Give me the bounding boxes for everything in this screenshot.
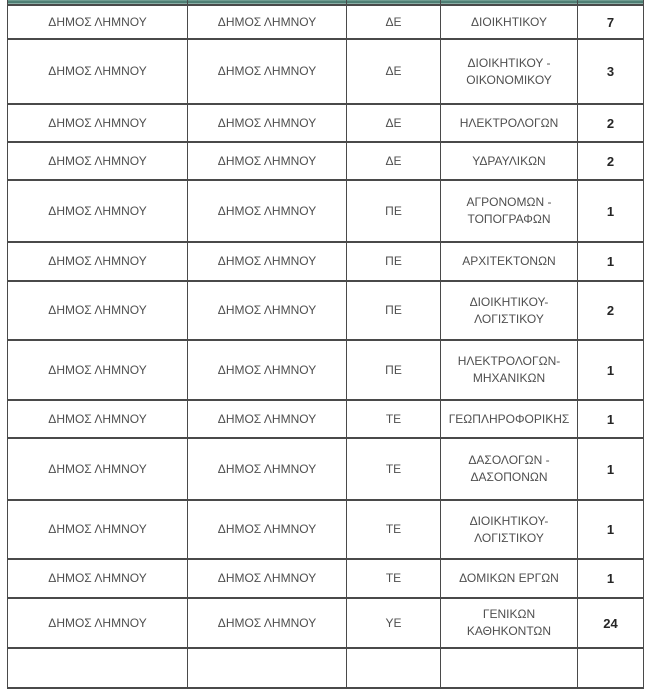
cell-organization: ΔΗΜΟΣ ΛΗΜΝΟΥ — [8, 281, 188, 340]
table-row — [8, 598, 644, 648]
table-row — [8, 340, 644, 400]
table-row — [8, 39, 644, 104]
cell-count: 1 — [578, 180, 644, 242]
cell-unit: ΔΗΜΟΣ ΛΗΜΝΟΥ — [188, 39, 347, 104]
cell-category: ΔΕ — [347, 104, 441, 142]
cell-organization: ΔΗΜΟΣ ΛΗΜΝΟΥ — [8, 180, 188, 242]
cell-count: 1 — [578, 438, 644, 500]
cell-organization: ΔΗΜΟΣ ΛΗΜΝΟΥ — [8, 5, 188, 39]
staffing-table — [7, 0, 644, 689]
cell-specialty: ΗΛΕΚΤΡΟΛΟΓΩΝ — [441, 104, 578, 142]
cell-count: 3 — [578, 39, 644, 104]
cell-specialty: ΔΙΟΙΚΗΤΙΚΟΥ- ΛΟΓΙΣΤΙΚΟΥ — [441, 281, 578, 340]
cell-unit: ΔΗΜΟΣ ΛΗΜΝΟΥ — [188, 5, 347, 39]
cell-count: 1 — [578, 340, 644, 400]
cell-unit: ΔΗΜΟΣ ΛΗΜΝΟΥ — [188, 104, 347, 142]
cell-category: ΥΕ — [347, 598, 441, 648]
cell-specialty: ΔΙΟΙΚΗΤΙΚΟΥ — [441, 5, 578, 39]
cell-specialty: ΔΑΣΟΛΟΓΩΝ - ΔΑΣΟΠΟΝΩΝ — [441, 438, 578, 500]
cell-category: ΤΕ — [347, 559, 441, 598]
cell-category — [347, 648, 441, 688]
cell-category: ΠΕ — [347, 242, 441, 281]
cell-count: 7 — [578, 5, 644, 39]
cell-unit: ΔΗΜΟΣ ΛΗΜΝΟΥ — [188, 598, 347, 648]
cell-specialty: ΔΙΟΙΚΗΤΙΚΟΥ - ΟΙΚΟΝΟΜΙΚΟΥ — [441, 39, 578, 104]
cell-category: ΤΕ — [347, 438, 441, 500]
table-row — [8, 438, 644, 500]
table-body — [8, 0, 644, 688]
table-row — [8, 142, 644, 180]
cell-organization: ΔΗΜΟΣ ΛΗΜΝΟΥ — [8, 340, 188, 400]
cell-category: ΤΕ — [347, 500, 441, 559]
cell-organization: ΔΗΜΟΣ ΛΗΜΝΟΥ — [8, 104, 188, 142]
cell-unit — [188, 648, 347, 688]
cell-organization: ΔΗΜΟΣ ΛΗΜΝΟΥ — [8, 500, 188, 559]
cell-count: 24 — [578, 598, 644, 648]
cell-specialty: ΓΕΝΙΚΩΝ ΚΑΘΗΚΟΝΤΩΝ — [441, 598, 578, 648]
cell-specialty: ΓΕΩΠΛΗΡΟΦΟΡΙΚΗΣ — [441, 400, 578, 438]
table-row — [8, 104, 644, 142]
cell-organization — [8, 648, 188, 688]
cell-unit: ΔΗΜΟΣ ΛΗΜΝΟΥ — [188, 180, 347, 242]
cell-unit: ΔΗΜΟΣ ΛΗΜΝΟΥ — [188, 400, 347, 438]
cell-specialty: ΥΔΡΑΥΛΙΚΩΝ — [441, 142, 578, 180]
cell-unit: ΔΗΜΟΣ ΛΗΜΝΟΥ — [188, 142, 347, 180]
cell-organization: ΔΗΜΟΣ ΛΗΜΝΟΥ — [8, 142, 188, 180]
table-row — [8, 242, 644, 281]
cell-organization: ΔΗΜΟΣ ΛΗΜΝΟΥ — [8, 400, 188, 438]
cell-count: 1 — [578, 242, 644, 281]
cell-category: ΠΕ — [347, 281, 441, 340]
cell-specialty: ΗΛΕΚΤΡΟΛΟΓΩΝ- ΜΗΧΑΝΙΚΩΝ — [441, 340, 578, 400]
cell-organization: ΔΗΜΟΣ ΛΗΜΝΟΥ — [8, 242, 188, 281]
cell-unit: ΔΗΜΟΣ ΛΗΜΝΟΥ — [188, 340, 347, 400]
cell-count: 1 — [578, 400, 644, 438]
cell-count: 2 — [578, 104, 644, 142]
cell-unit: ΔΗΜΟΣ ΛΗΜΝΟΥ — [188, 281, 347, 340]
cell-specialty: ΑΡΧΙΤΕΚΤΟΝΩΝ — [441, 242, 578, 281]
cell-category: ΠΕ — [347, 340, 441, 400]
cell-unit: ΔΗΜΟΣ ΛΗΜΝΟΥ — [188, 500, 347, 559]
cell-count: 2 — [578, 281, 644, 340]
cell-specialty: ΔΟΜΙΚΩΝ ΕΡΓΩΝ — [441, 559, 578, 598]
cell-count: 1 — [578, 500, 644, 559]
cell-organization: ΔΗΜΟΣ ΛΗΜΝΟΥ — [8, 39, 188, 104]
table-row — [8, 400, 644, 438]
cell-unit: ΔΗΜΟΣ ΛΗΜΝΟΥ — [188, 438, 347, 500]
table-row — [8, 5, 644, 39]
cell-organization: ΔΗΜΟΣ ΛΗΜΝΟΥ — [8, 559, 188, 598]
cell-category: ΔΕ — [347, 142, 441, 180]
cell-category: ΤΕ — [347, 400, 441, 438]
table-row — [8, 559, 644, 598]
cell-category: ΠΕ — [347, 180, 441, 242]
cell-unit: ΔΗΜΟΣ ΛΗΜΝΟΥ — [188, 559, 347, 598]
cell-category: ΔΕ — [347, 5, 441, 39]
table-row — [8, 281, 644, 340]
cell-organization: ΔΗΜΟΣ ΛΗΜΝΟΥ — [8, 438, 188, 500]
table-row — [8, 500, 644, 559]
cell-organization: ΔΗΜΟΣ ΛΗΜΝΟΥ — [8, 598, 188, 648]
cell-specialty — [441, 648, 578, 688]
cell-count: 2 — [578, 142, 644, 180]
table-row — [8, 180, 644, 242]
cell-category: ΔΕ — [347, 39, 441, 104]
cell-count: 1 — [578, 559, 644, 598]
cell-count — [578, 648, 644, 688]
cell-specialty: ΑΓΡΟΝΟΜΩΝ - ΤΟΠΟΓΡΑΦΩΝ — [441, 180, 578, 242]
cell-unit: ΔΗΜΟΣ ΛΗΜΝΟΥ — [188, 242, 347, 281]
cell-specialty: ΔΙΟΙΚΗΤΙΚΟΥ- ΛΟΓΙΣΤΙΚΟΥ — [441, 500, 578, 559]
table-row — [8, 648, 644, 688]
